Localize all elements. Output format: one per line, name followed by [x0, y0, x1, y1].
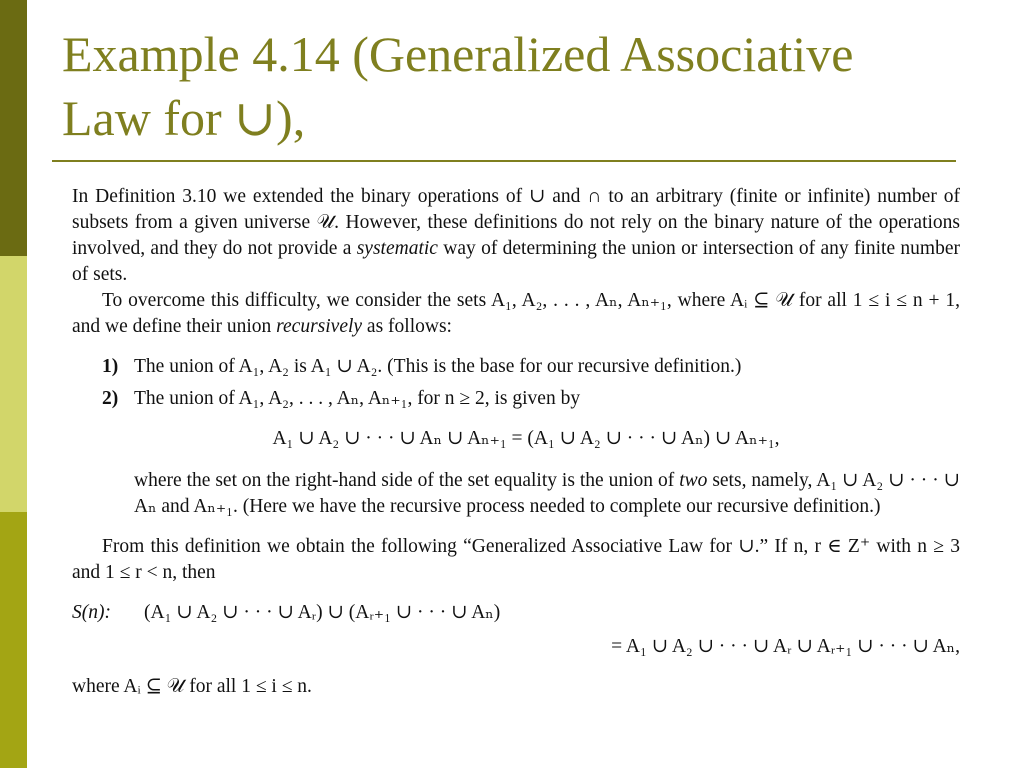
equation-recursive-union: A₁ ∪ A₂ ∪ · · · ∪ Aₙ ∪ Aₙ₊₁ = (A₁ ∪ A₂ ∪ · · · ∪ Aₙ) ∪ Aₙ₊₁, — [272, 428, 780, 449]
list-item-2: 2) The union of A₁, A₂, . . . , Aₙ, Aₙ₊₁, for n ≥ 2, is given by — [102, 388, 581, 409]
paragraph-recursive: To overcome this difficulty, we consider the sets A₁, A₂, . . . , Aₙ, Aₙ₊₁, where Aᵢ ⊆ 𝒰 for all 1 ≤ i ≤ n + 1, and we define their union recursively as follows: — [72, 290, 960, 337]
slide-body — [72, 184, 960, 700]
paragraph-definition: In Definition 3.10 we extended the binary operations of ∪ and ∩ to an arbitrary (finite or infinite) number of subsets from a given universe 𝒰. However, these definitions do not rely on the binary nature of the operations involved, and they do not provide a systematic way of determining the union or intersection of any finite number of sets. — [72, 186, 960, 285]
bar-segment-bottom — [0, 512, 27, 768]
list-item-1: 1) The union of A₁, A₂ is A₁ ∪ A₂. (This is the base for our recursive definition.) — [102, 356, 742, 377]
paragraph-where: where the set on the right-hand side of the set equality is the union of two sets, namely, A₁ ∪ A₂ ∪ · · · ∪ Aₙ and Aₙ₊₁. (Here we have the recursive process needed to complete our recursive definition.) — [134, 470, 960, 517]
statement-s-n-right: = A₁ ∪ A₂ ∪ · · · ∪ Aᵣ ∪ Aᵣ₊₁ ∪ · · · ∪ Aₙ, — [611, 636, 960, 657]
left-decorative-bar — [0, 0, 27, 768]
statement-s-n: S(n): (A₁ ∪ A₂ ∪ · · · ∪ Aᵣ) ∪ (Aᵣ₊₁ ∪ · · · ∪ Aₙ) — [72, 602, 501, 623]
title-line-1: Example 4.14 (Generalized Associative — [62, 26, 854, 82]
title-divider — [52, 160, 956, 162]
bar-segment-top — [0, 0, 27, 256]
paragraph-generalized-law: From this definition we obtain the following “Generalized Associative Law for ∪.” If n, r ∈ Z⁺ with n ≥ 3 and 1 ≤ r < n, then — [72, 536, 960, 583]
slide-title — [62, 22, 962, 150]
paragraph-final-condition: where Aᵢ ⊆ 𝒰 for all 1 ≤ i ≤ n. — [72, 676, 312, 697]
title-line-2: Law for ∪), — [62, 90, 306, 146]
bar-segment-middle — [0, 256, 27, 512]
